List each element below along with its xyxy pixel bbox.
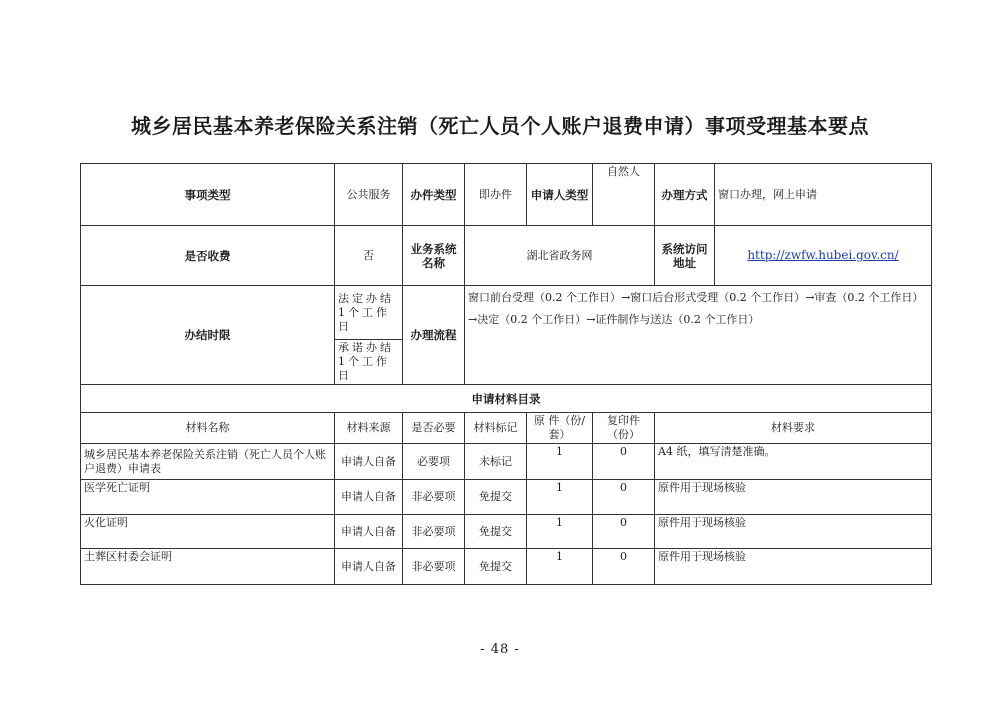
label-fee: 是否收费 [81, 226, 335, 286]
method-value: 窗口办理，网上申请 [715, 164, 932, 226]
header-original: 原 件（份/套） [527, 413, 593, 444]
header-copy: 复印件（份） [593, 413, 655, 444]
label-url: 系统访问地址 [655, 226, 715, 286]
row-limit [81, 286, 932, 340]
material-requirement: 原件用于现场核验 [655, 549, 932, 585]
material-required: 非必要项 [403, 549, 465, 585]
promise-limit-value: 承诺办结1个工作日 [335, 340, 403, 385]
material-copy: 0 [593, 480, 655, 515]
header-name: 材料名称 [81, 413, 335, 444]
header-source: 材料来源 [335, 413, 403, 444]
material-source: 申请人自备 [335, 515, 403, 549]
material-original: 1 [527, 480, 593, 515]
materials-header-row [81, 413, 932, 444]
material-source: 申请人自备 [335, 480, 403, 515]
material-name: 城乡居民基本养老保险关系注销（死亡人员个人账户退费）申请表 [81, 444, 335, 480]
material-copy: 0 [593, 444, 655, 480]
material-source: 申请人自备 [335, 549, 403, 585]
page-number: - 48 - [480, 642, 520, 657]
material-required: 必要项 [403, 444, 465, 480]
table-row [81, 549, 932, 585]
material-name: 土葬区村委会证明 [81, 549, 335, 585]
label-handle-type: 办件类型 [403, 164, 465, 226]
system-url-link[interactable]: http://zwfw.hubei.gov.cn/ [747, 248, 899, 262]
table-row [81, 480, 932, 515]
table-row [81, 444, 932, 480]
material-mark: 免提交 [465, 515, 527, 549]
process-value: 窗口前台受理（0.2 个工作日）→窗口后台形式受理（0.2 个工作日）→审查（0.2 个工作日）→决定（0.2 个工作日）→证件制作与送达（0.2 个工作日） [465, 286, 932, 385]
material-original: 1 [527, 515, 593, 549]
label-time-limit: 办结时限 [81, 286, 335, 385]
material-mark: 未标记 [465, 444, 527, 480]
label-process: 办理流程 [403, 286, 465, 385]
header-required: 是否必要 [403, 413, 465, 444]
materials-section-title: 申请材料目录 [81, 385, 932, 413]
material-required: 非必要项 [403, 480, 465, 515]
material-copy: 0 [593, 549, 655, 585]
table-row [81, 515, 932, 549]
page-title: 城乡居民基本养老保险关系注销（死亡人员个人账户退费申请）事项受理基本要点 [131, 114, 869, 138]
legal-limit-value: 法定办结1个工作日 [335, 286, 403, 340]
fee-value: 否 [335, 226, 403, 286]
url-cell [715, 226, 932, 286]
material-requirement: 原件用于现场核验 [655, 480, 932, 515]
system-value: 湖北省政务网 [465, 226, 655, 286]
row-type [81, 164, 932, 226]
material-required: 非必要项 [403, 515, 465, 549]
materials-section-row [81, 385, 932, 413]
applicant-type-value: 自然人 [593, 164, 655, 226]
material-original: 1 [527, 549, 593, 585]
handle-type-value: 即办件 [465, 164, 527, 226]
header-mark: 材料标记 [465, 413, 527, 444]
material-source: 申请人自备 [335, 444, 403, 480]
material-mark: 免提交 [465, 480, 527, 515]
header-requirement: 材料要求 [655, 413, 932, 444]
label-item-type: 事项类型 [81, 164, 335, 226]
material-original: 1 [527, 444, 593, 480]
label-system: 业务系统名称 [403, 226, 465, 286]
row-fee [81, 226, 932, 286]
item-type-value: 公共服务 [335, 164, 403, 226]
material-copy: 0 [593, 515, 655, 549]
material-requirement: 原件用于现场核验 [655, 515, 932, 549]
material-name: 火化证明 [81, 515, 335, 549]
material-name: 医学死亡证明 [81, 480, 335, 515]
requirements-table [80, 163, 932, 585]
label-method: 办理方式 [655, 164, 715, 226]
label-applicant-type: 申请人类型 [527, 164, 593, 226]
material-mark: 免提交 [465, 549, 527, 585]
material-requirement: A4 纸，填写清楚准确。 [655, 444, 932, 480]
